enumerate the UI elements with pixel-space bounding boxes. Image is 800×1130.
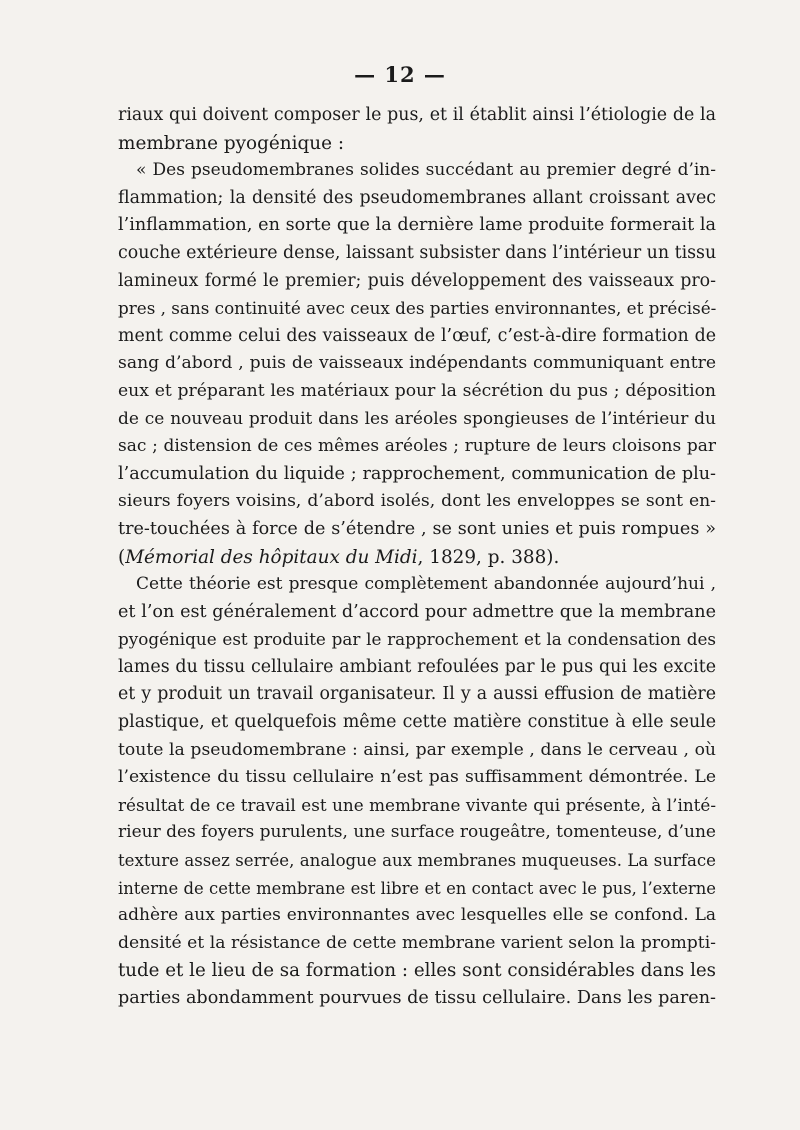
page-number: — 12 — [354,62,446,87]
text-line: parties abondamment pourvues de tissu cellulaire. Dans les paren- [118,988,716,1008]
text-line: et y produit un travail organisateur. Il y a aussi effusion de matière [118,684,716,705]
citation-rest: , 1829, p. 388). [417,546,560,568]
text-line: adhère aux parties environnantes avec lesquelles elle se confond. La [118,905,716,926]
text-line: pyogénique est produite par le rapprochement et la condensation des [118,629,716,650]
text-line: sac ; distension de ces mêmes aréoles ; rupture de leurs cloisons par [118,436,716,457]
text-line: lamineux formé le premier; puis développement des vaisseaux pro- [118,270,716,291]
text-line: densité et la résistance de cette membrane varient selon la prompti- [118,932,716,953]
text-line: flammation; la densité des pseudomembranes allant croissant avec [118,187,716,208]
text-line: l’existence du tissu cellulaire n’est pas suffisamment démontrée. Le [118,767,716,788]
text-line: eux et préparant les matériaux pour la sécrétion du pus ; déposition [118,380,716,401]
text-line: pres , sans continuité avec ceux des parties environnantes, et précisé- [118,298,716,319]
citation-title: Mémorial des hôpitaux du Midi [125,546,418,568]
text-line: lames du tissu cellulaire ambiant refoulées par le pus qui les excite [118,656,716,677]
text-line: l’inflammation, en sorte que la dernière lame produite formerait la [118,215,716,236]
citation-line [118,544,716,572]
text-line: sieurs foyers voisins, d’abord isolés, dont les enveloppes se sont en- [118,491,716,512]
text-line: interne de cette membrane est libre et en contact avec le pus, l’externe [118,878,716,898]
text-line: rieur des foyers purulents, une surface rougeâtre, tomenteuse, d’une [118,822,716,843]
text-line: membrane pyogénique : [118,132,345,154]
text-line: sang d’abord , puis de vaisseaux indépendants communiquant entre [118,353,716,374]
text-line: riaux qui doivent composer le pus, et il établit ainsi l’étiologie de la [118,105,716,125]
text-line: « Des pseudomembranes solides succédant au premier degré d’in- [136,160,716,181]
body-text [118,102,716,1013]
text-line: toute la pseudomembrane : ainsi, par exemple , dans le cerveau , où [118,739,716,760]
text-line: tre-touchées à force de s’étendre , se sont unies et puis rompues » [118,518,716,539]
text-line: résultat de ce travail est une membrane vivante qui présente, à l’inté- [118,794,716,815]
text-line: l’accumulation du liquide ; rapprochement, communication de plu- [118,463,716,484]
text-line: et l’on est généralement d’accord pour admettre que la membrane [118,601,716,622]
text-line: ment comme celui des vaisseaux de l’œuf, c’est-à-dire formation de [118,325,716,346]
text-line: de ce nouveau produit dans les aréoles spongieuses de l’intérieur du [118,408,716,429]
text-line: texture assez serrée, analogue aux membranes muqueuses. La surface [118,851,716,871]
text-line: couche extérieure dense, laissant subsister dans l’intérieur un tissu [118,242,716,263]
text-line: plastique, et quelquefois même cette matière constitue à elle seule [118,712,716,733]
text-line: Cette théorie est presque complètement abandonnée aujourd’hui , [136,574,716,595]
text-line: tude et le lieu de sa formation : elles sont considérables dans les [118,960,716,982]
citation-open: ( [118,546,126,568]
